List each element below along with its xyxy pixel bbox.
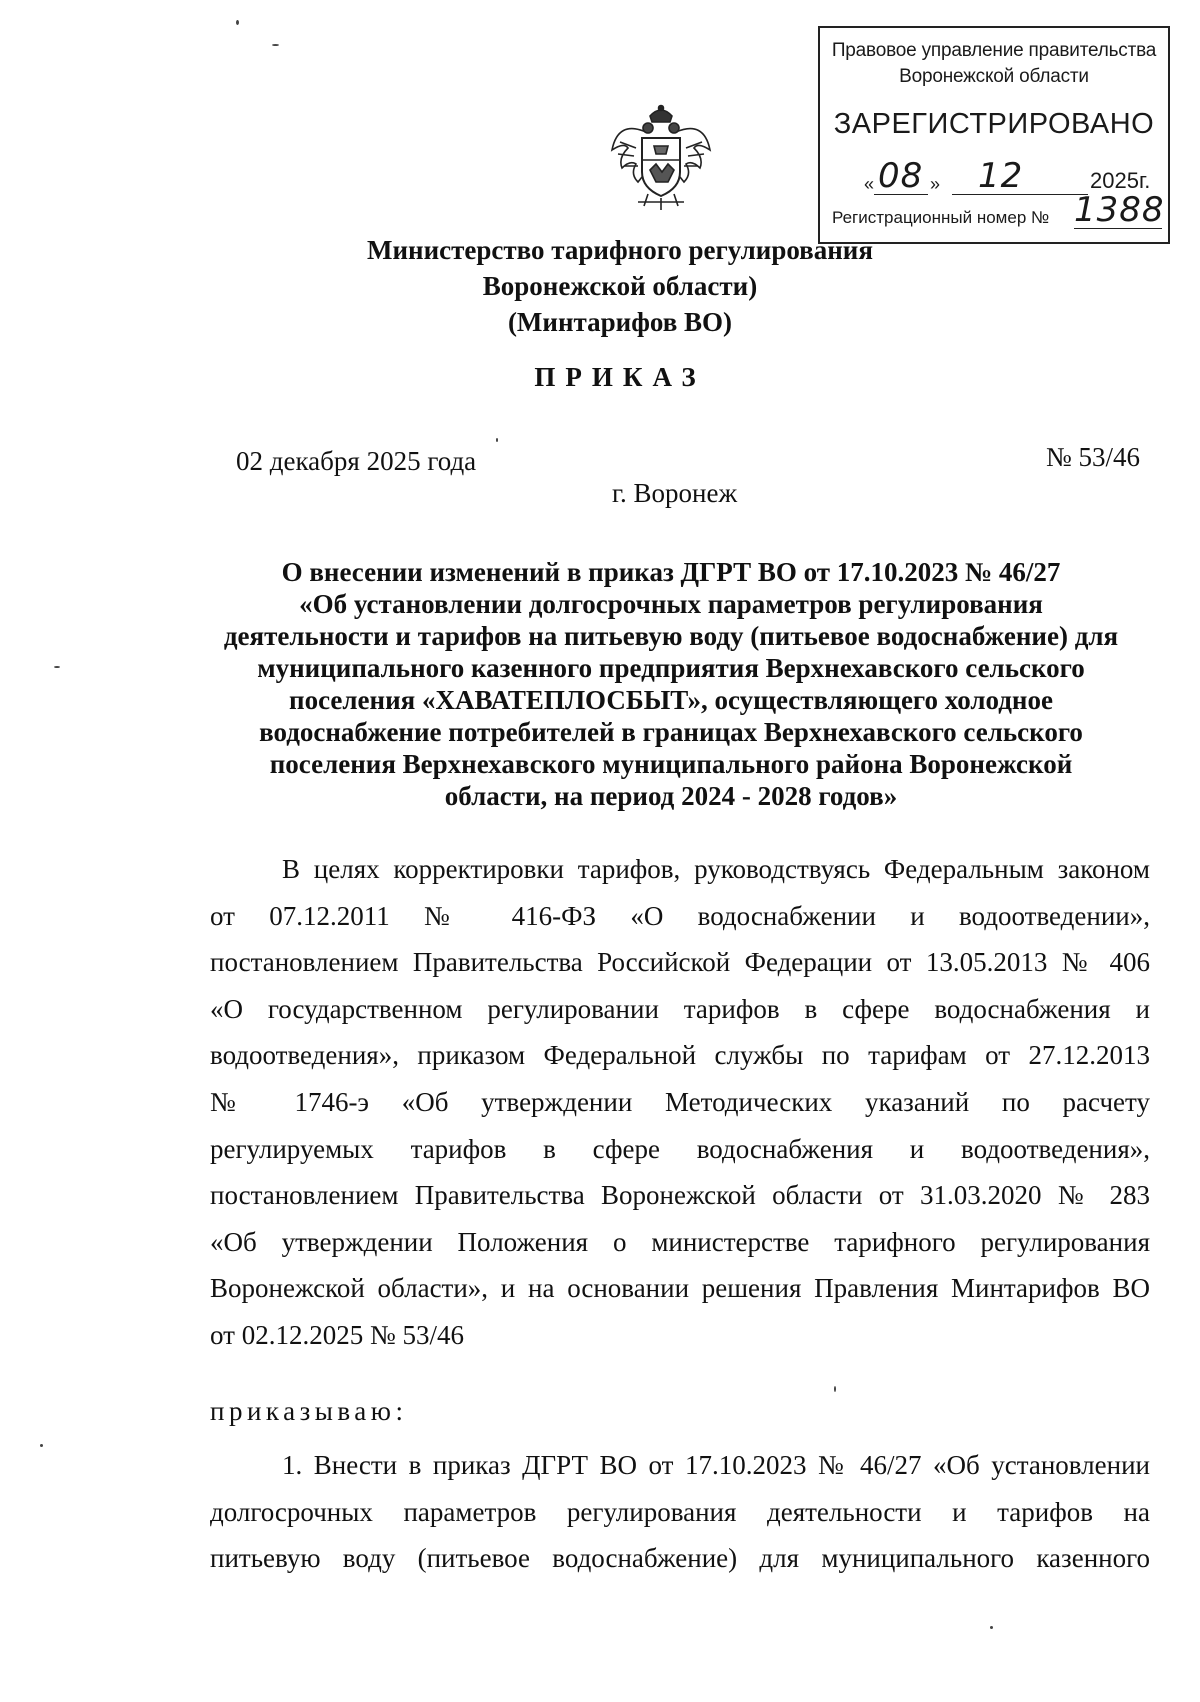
paragraph-line: водоотведения», приказом Федеральной службы по тарифам от 27.12.2013 — [210, 1040, 1150, 1071]
subject-line: деятельности и тарифов на питьевую воду (питьевое водоснабжение) для — [223, 621, 1119, 651]
subject-line: поселения «ХАВАТЕПЛОСБЫТ», осуществляющего холодное — [289, 685, 1053, 715]
ministry-name-line2: Воронежской области) — [482, 271, 758, 301]
stamp-org-line2: Воронежской области — [899, 66, 1089, 87]
subject-line: О внесении изменений в приказ ДГРТ ВО от 17.10.2023 № 46/27 — [281, 557, 1061, 587]
paragraph-line: питьевую воду (питьевое водоснабжение) для муниципального казенного — [210, 1543, 1150, 1574]
stamp-quote-open: « — [864, 174, 875, 194]
stamp-month: 12 — [978, 156, 1024, 196]
paragraph-line: В целях корректировки тарифов, руководствуясь Федеральным законом — [282, 854, 1150, 884]
paragraph-line: Воронежской области», и на основании решения Правления Минтарифов ВО — [210, 1273, 1150, 1304]
paragraph-line: 1. Внести в приказ ДГРТ ВО от 17.10.2023 № 46/27 «Об установлении — [282, 1450, 1150, 1480]
paragraph-line: от 07.12.2011 № 416-ФЗ «О водоснабжении и водоотведении», — [210, 900, 1150, 931]
preamble-paragraph — [210, 846, 1150, 1359]
paragraph-line: постановлением Правительства Воронежской области от 31.03.2020 № 283 — [210, 1180, 1150, 1211]
paragraph-line: постановлением Правительства Российской Федерации от 13.05.2013 № 406 — [210, 947, 1150, 978]
order-item-1 — [210, 1442, 1150, 1582]
ministry-short-name: (Минтарифов ВО) — [507, 307, 733, 337]
stamp-registered-label: ЗАРЕГИСТРИРОВАНО — [833, 108, 1155, 140]
subject-line: водоснабжение потребителей в границах Верхнехавского сельского — [259, 717, 1083, 747]
subject-line: «Об установлении долгосрочных параметров регулирования — [299, 589, 1043, 619]
paragraph-line: регулируемых тарифов в сфере водоснабжения и водоотведения», — [210, 1133, 1150, 1164]
order-city: г. Воронеж — [612, 478, 738, 508]
subject-line: области, на период 2024 - 2028 годов» — [444, 781, 898, 811]
subject-line: муниципального казенного предприятия Верхнехавского сельского — [257, 653, 1085, 683]
paragraph-line: долгосрочных параметров регулирования деятельности и тарифов на — [210, 1496, 1150, 1527]
order-date: 02 декабря 2025 года — [236, 446, 477, 476]
order-directive-word: приказываю: — [210, 1396, 408, 1426]
paragraph-line: от 02.12.2025 № 53/46 — [210, 1319, 464, 1350]
paragraph-line: № 1746-э «Об утверждении Методических указаний по расчету — [210, 1086, 1150, 1117]
stamp-quote-close: » — [930, 174, 941, 194]
stamp-day: 08 — [878, 156, 924, 196]
stamp-year: 2025г. — [1090, 168, 1151, 193]
stamp-reg-label: Регистрационный номер № — [832, 208, 1050, 227]
order-number: № 53/46 — [1045, 442, 1140, 472]
ministry-name-line1: Министерство тарифного регулирования — [367, 235, 873, 265]
paragraph-line: «О государственном регулировании тарифов в сфере водоснабжения и — [210, 993, 1150, 1024]
stamp-org-line1: Правовое управление правительства — [831, 40, 1157, 61]
order-title: ПРИКАЗ — [534, 362, 706, 392]
subject-line: поселения Верхнехавского муниципального района Воронежской — [269, 749, 1073, 779]
stamp-reg-number: 1388 — [1074, 190, 1165, 230]
voronezh-coat-of-arms-icon — [608, 102, 714, 212]
registration-stamp — [818, 26, 1170, 244]
paragraph-line: «Об утверждении Положения о министерстве тарифного регулирования — [210, 1226, 1150, 1257]
order-subject — [196, 556, 1146, 812]
